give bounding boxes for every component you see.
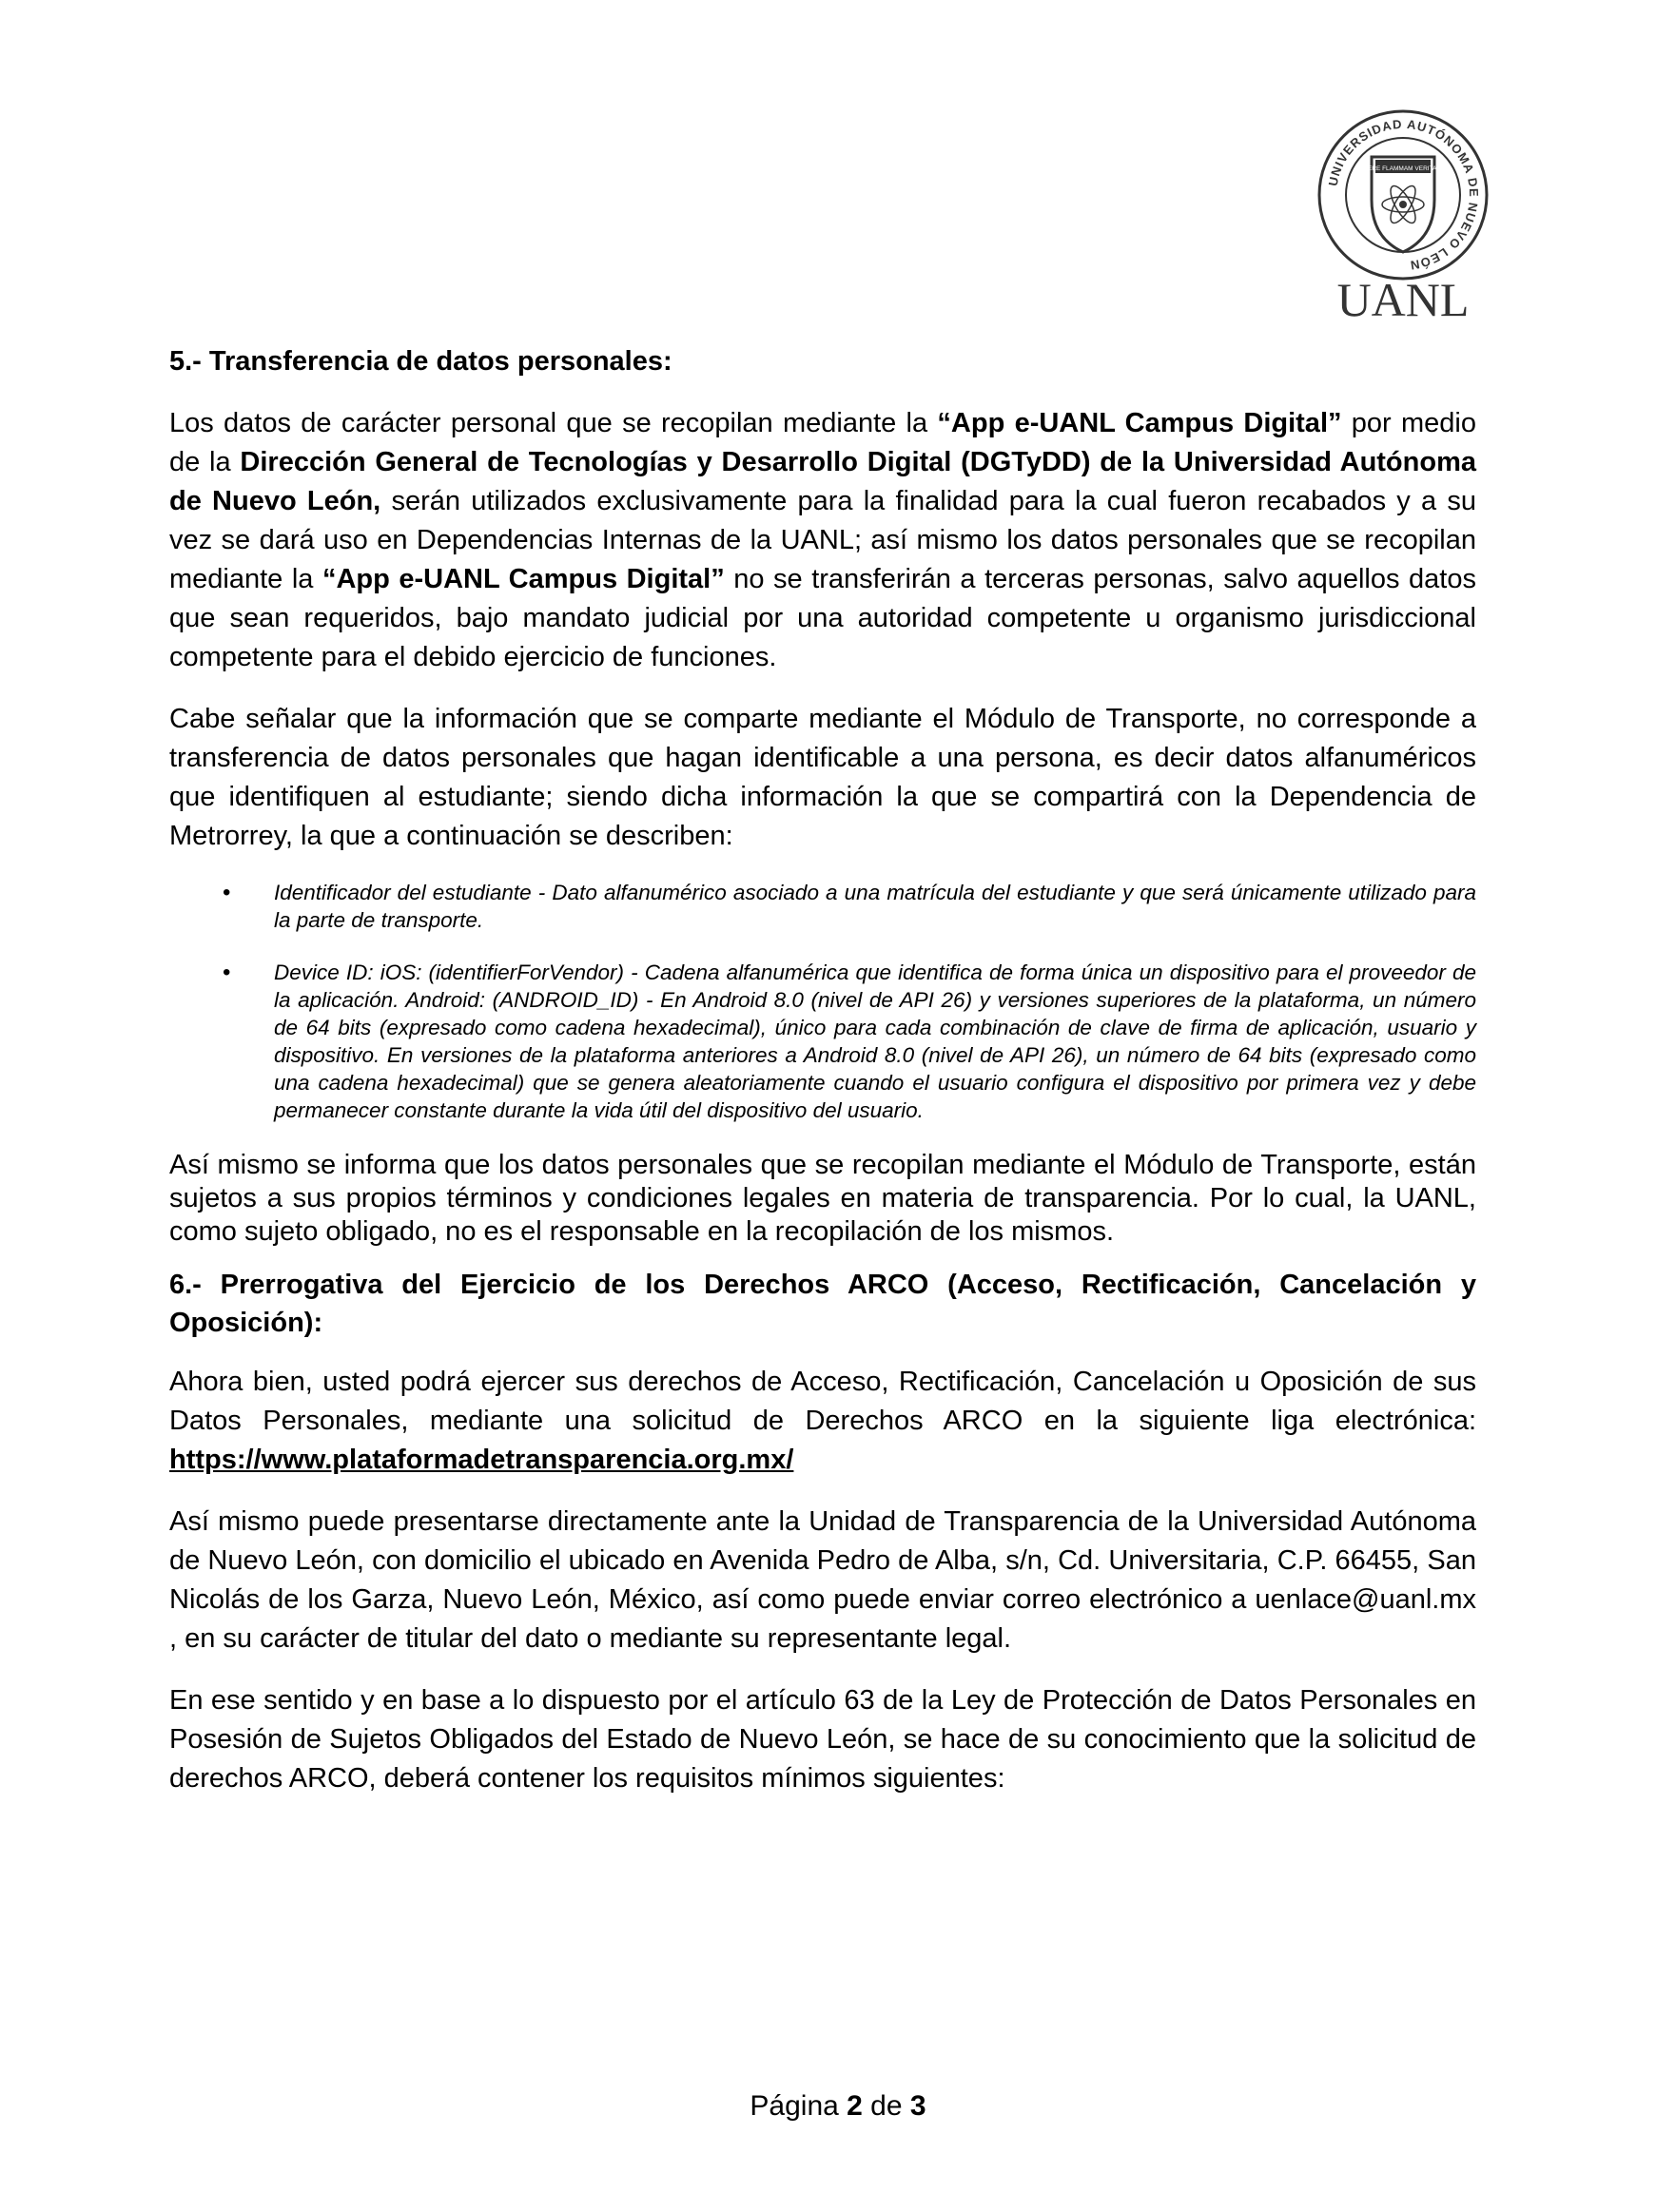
document-body: [169, 342, 1476, 1821]
list-item-text: Device ID: iOS: (identifierForVendor) - Cadena alfanumérica que identifica de forma única un dispositivo para el proveedor de la aplicación. Android: (ANDROID_ID) - En Android 8.0 (nivel de API 26) y versiones superiores de la plataforma, un número de 64 bits (expresado como cadena hexadecimal), único para cada combinación de clave de firma de aplicación, usuario y dispositivo. En versiones de la plataforma anteriores a Android 8.0 (nivel de API 26), un número de 64 bits (expresado como una cadena hexadecimal) que se genera aleatoriamente cuando el usuario configura el dispositivo por primera vez y debe permanecer constante durante la vida útil del dispositivo del usuario.: [274, 960, 1476, 1122]
list-item: [169, 879, 1476, 934]
svg-text:ALERE FLAMMAM VERITATIS: ALERE FLAMMAM VERITATIS: [1359, 165, 1447, 172]
university-seal-icon: [1313, 105, 1493, 323]
section-6-paragraph-2: Así mismo puede presentarse directamente ante la Unidad de Transparencia de la Universidad Autónoma de Nuevo León, con domicilio el ubicado en Avenida Pedro de Alba, s/n, Cd. Universitaria, C.P. 66455, San Nicolás de los Garza, Nuevo León, México, así como puede enviar correo electrónico a uenlace@uanl.mx , en su carácter de titular del dato o mediante su representante legal.: [169, 1506, 1476, 1654]
svg-text:UNIVERSIDAD AUTÓNOMA DE NUEVO: UNIVERSIDAD AUTÓNOMA DE NUEVO LEÓN: [1325, 116, 1482, 273]
section-6-paragraph-3: En ese sentido y en base a lo dispuesto por el artículo 63 de la Ley de Protección de Datos Personales en Posesión de Sujetos Obligados del Estado de Nuevo León, se hace de su conocimiento que la solicitud de derechos ARCO, deberá contener los requisitos mínimos siguientes:: [169, 1685, 1476, 1794]
svg-text:UANL: UANL: [1336, 273, 1470, 323]
page-label: Página: [750, 2090, 848, 2122]
section-5-paragraph-3: Así mismo se informa que los datos personales que se recopilan mediante el Módulo de Transporte, están sujetos a sus propios términos y condiciones legales en materia de transparencia. Por lo cual, la UANL, como sujeto obligado, no es el responsable en la recopilación de los mismos.: [169, 1150, 1476, 1247]
shared-data-list: [169, 879, 1476, 1124]
list-item-text: Identificador del estudiante - Dato alfanumérico asociado a una matrícula del estudiante y que será únicamente utilizado para la parte de transporte.: [274, 881, 1476, 932]
section-5-paragraph-2: Cabe señalar que la información que se comparte mediante el Módulo de Transporte, no corresponde a transferencia de datos personales que hagan identificable a una persona, es decir datos alfanuméricos que identifiquen al estudiante; siendo dicha información la que se compartirá con la Dependencia de Metrorrey, la que a continuación se describen:: [169, 704, 1476, 851]
bullet-icon: •: [223, 880, 231, 905]
text-run: por medio de la: [169, 408, 1476, 477]
bullet-icon: •: [223, 960, 231, 985]
transparency-platform-link[interactable]: https://www.plataformadetransparencia.org.mx/: [169, 1445, 794, 1475]
text-run: serán utilizados exclusivamente para la finalidad para la cual fueron recabados y a su vez se dará uso en Dependencias Internas de la UANL; así mismo los datos personales que se recopilan mediante la: [169, 486, 1476, 594]
app-name-bold: “App e-UANL Campus Digital”: [937, 408, 1342, 438]
current-page-number: 2: [847, 2090, 863, 2122]
text-run: no se transferirán a terceras personas, salvo aquellos datos que sean requeridos, bajo mandato judicial por una autoridad competente u organismo jurisdiccional competente para el debido ejercicio de funciones.: [169, 564, 1476, 672]
text-run: Los datos de carácter personal que se recopilan mediante la: [169, 408, 938, 438]
total-pages-number: 3: [909, 2090, 926, 2122]
page-number-footer: [0, 2090, 1676, 2123]
section-5-paragraph-1: [169, 404, 1476, 677]
app-name-bold: “App e-UANL Campus Digital”: [322, 564, 725, 594]
institution-name-bold: Dirección General de Tecnologías y Desarrollo Digital (DGTyDD) de la Universidad Autónoma de Nuevo León,: [169, 447, 1476, 516]
section-6-heading: 6.- Prerrogativa del Ejercicio de los Derechos ARCO (Acceso, Rectificación, Cancelación y Oposición):: [169, 1270, 1476, 1338]
page-separator: de: [862, 2090, 910, 2122]
section-6-paragraph-1: [169, 1363, 1476, 1480]
list-item: [169, 959, 1476, 1124]
text-run: Ahora bien, usted podrá ejercer sus derechos de Acceso, Rectificación, Cancelación u Oposición de sus Datos Personales, mediante una solicitud de Derechos ARCO en la siguiente liga electrónica:: [169, 1367, 1476, 1436]
section-5-heading: 5.- Transferencia de datos personales:: [169, 346, 672, 377]
